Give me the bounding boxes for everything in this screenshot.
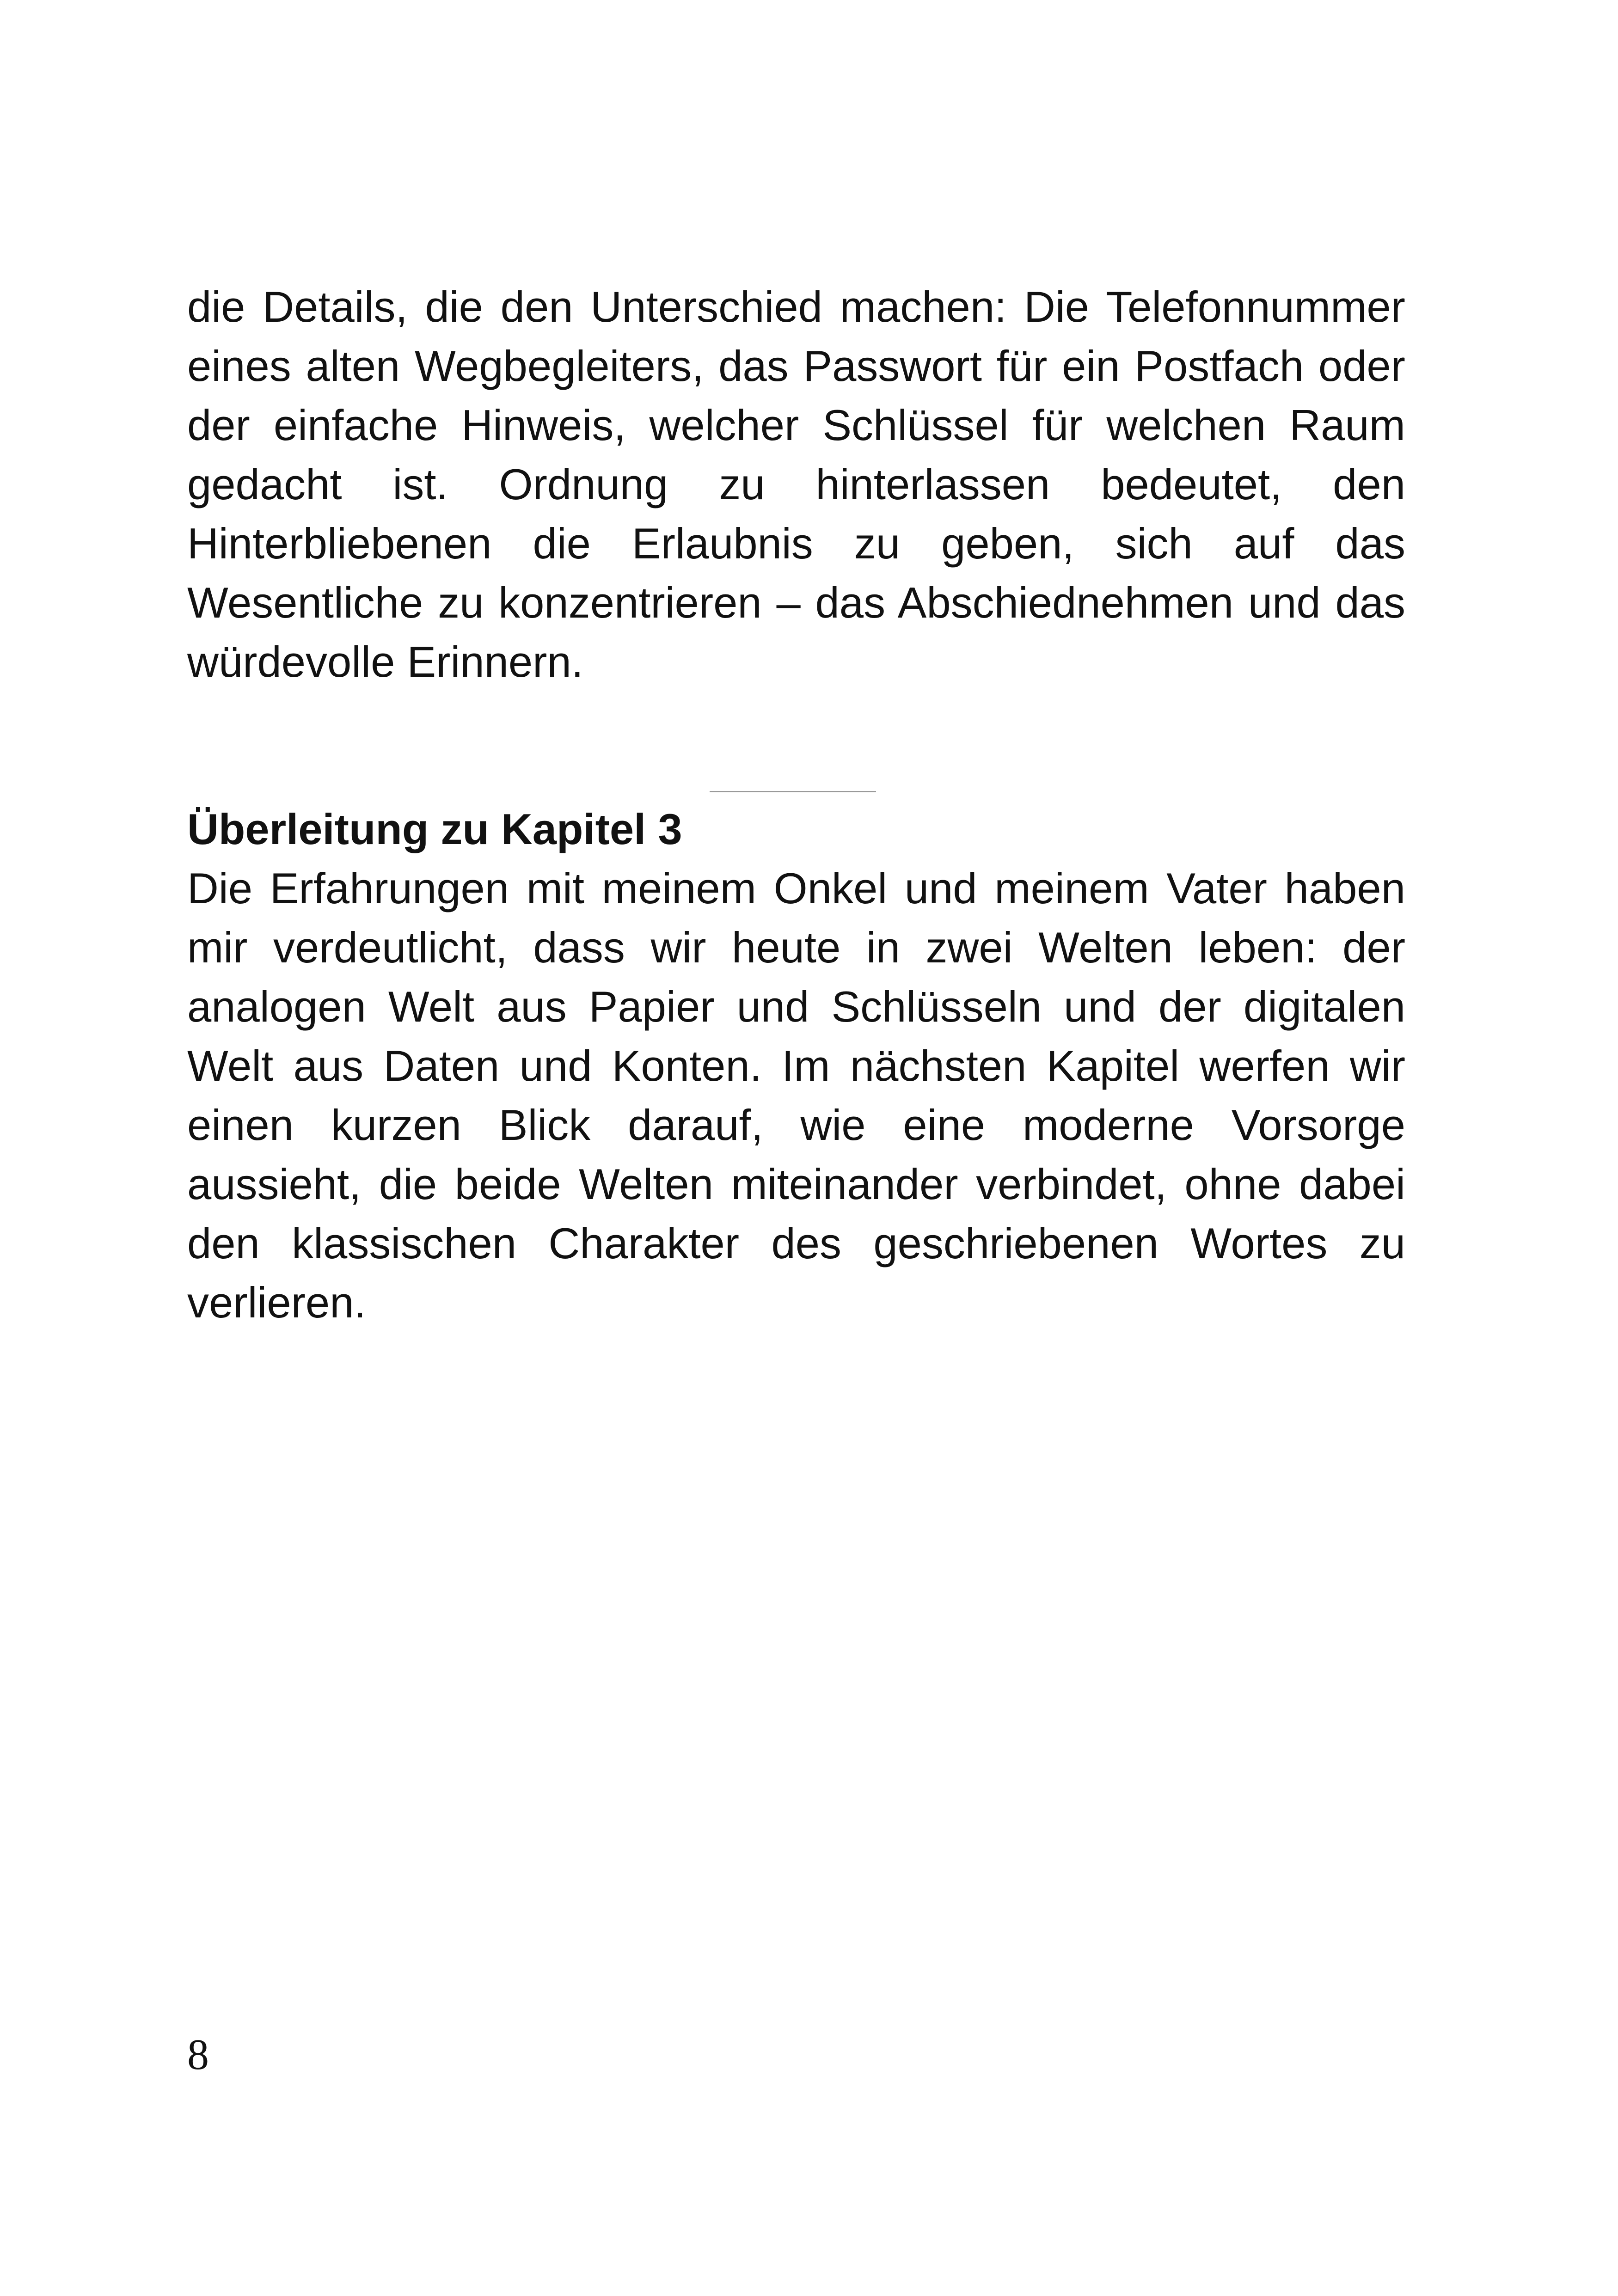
page-number: 8 [187,2031,209,2079]
section-divider [710,791,876,792]
body-paragraph: die Details, die den Unterschied machen: Die Telefonnummer eines alten Wegbegleiters, das Passwort für ein Postfach oder der einfache Hinweis, welcher Schlüssel für welchen Raum gedacht ist. Ordnung zu hinterlassen bedeutet, den Hinterbliebenen die Erlaubnis zu geben, sich auf das Wesentliche zu konzentrieren – das Abschiednehmen und das würdevolle Erinnern. [187,282,1405,686]
section-heading: Überleitung zu Kapitel 3 [187,805,682,853]
body-paragraph: Die Erfahrungen mit meinem Onkel und meinem Vater haben mir verdeutlicht, dass wir heute in zwei Welten leben: der analogen Welt aus Papier und Schlüsseln und der digitalen Welt aus Daten und Konten. Im nächsten Kapitel werfen wir einen kurzen Blick darauf, wie eine moderne Vorsorge aussieht, die beide Welten miteinander verbindet, ohne dabei den klassischen Charakter des geschriebenen Wortes zu verlieren. [187,864,1405,1327]
